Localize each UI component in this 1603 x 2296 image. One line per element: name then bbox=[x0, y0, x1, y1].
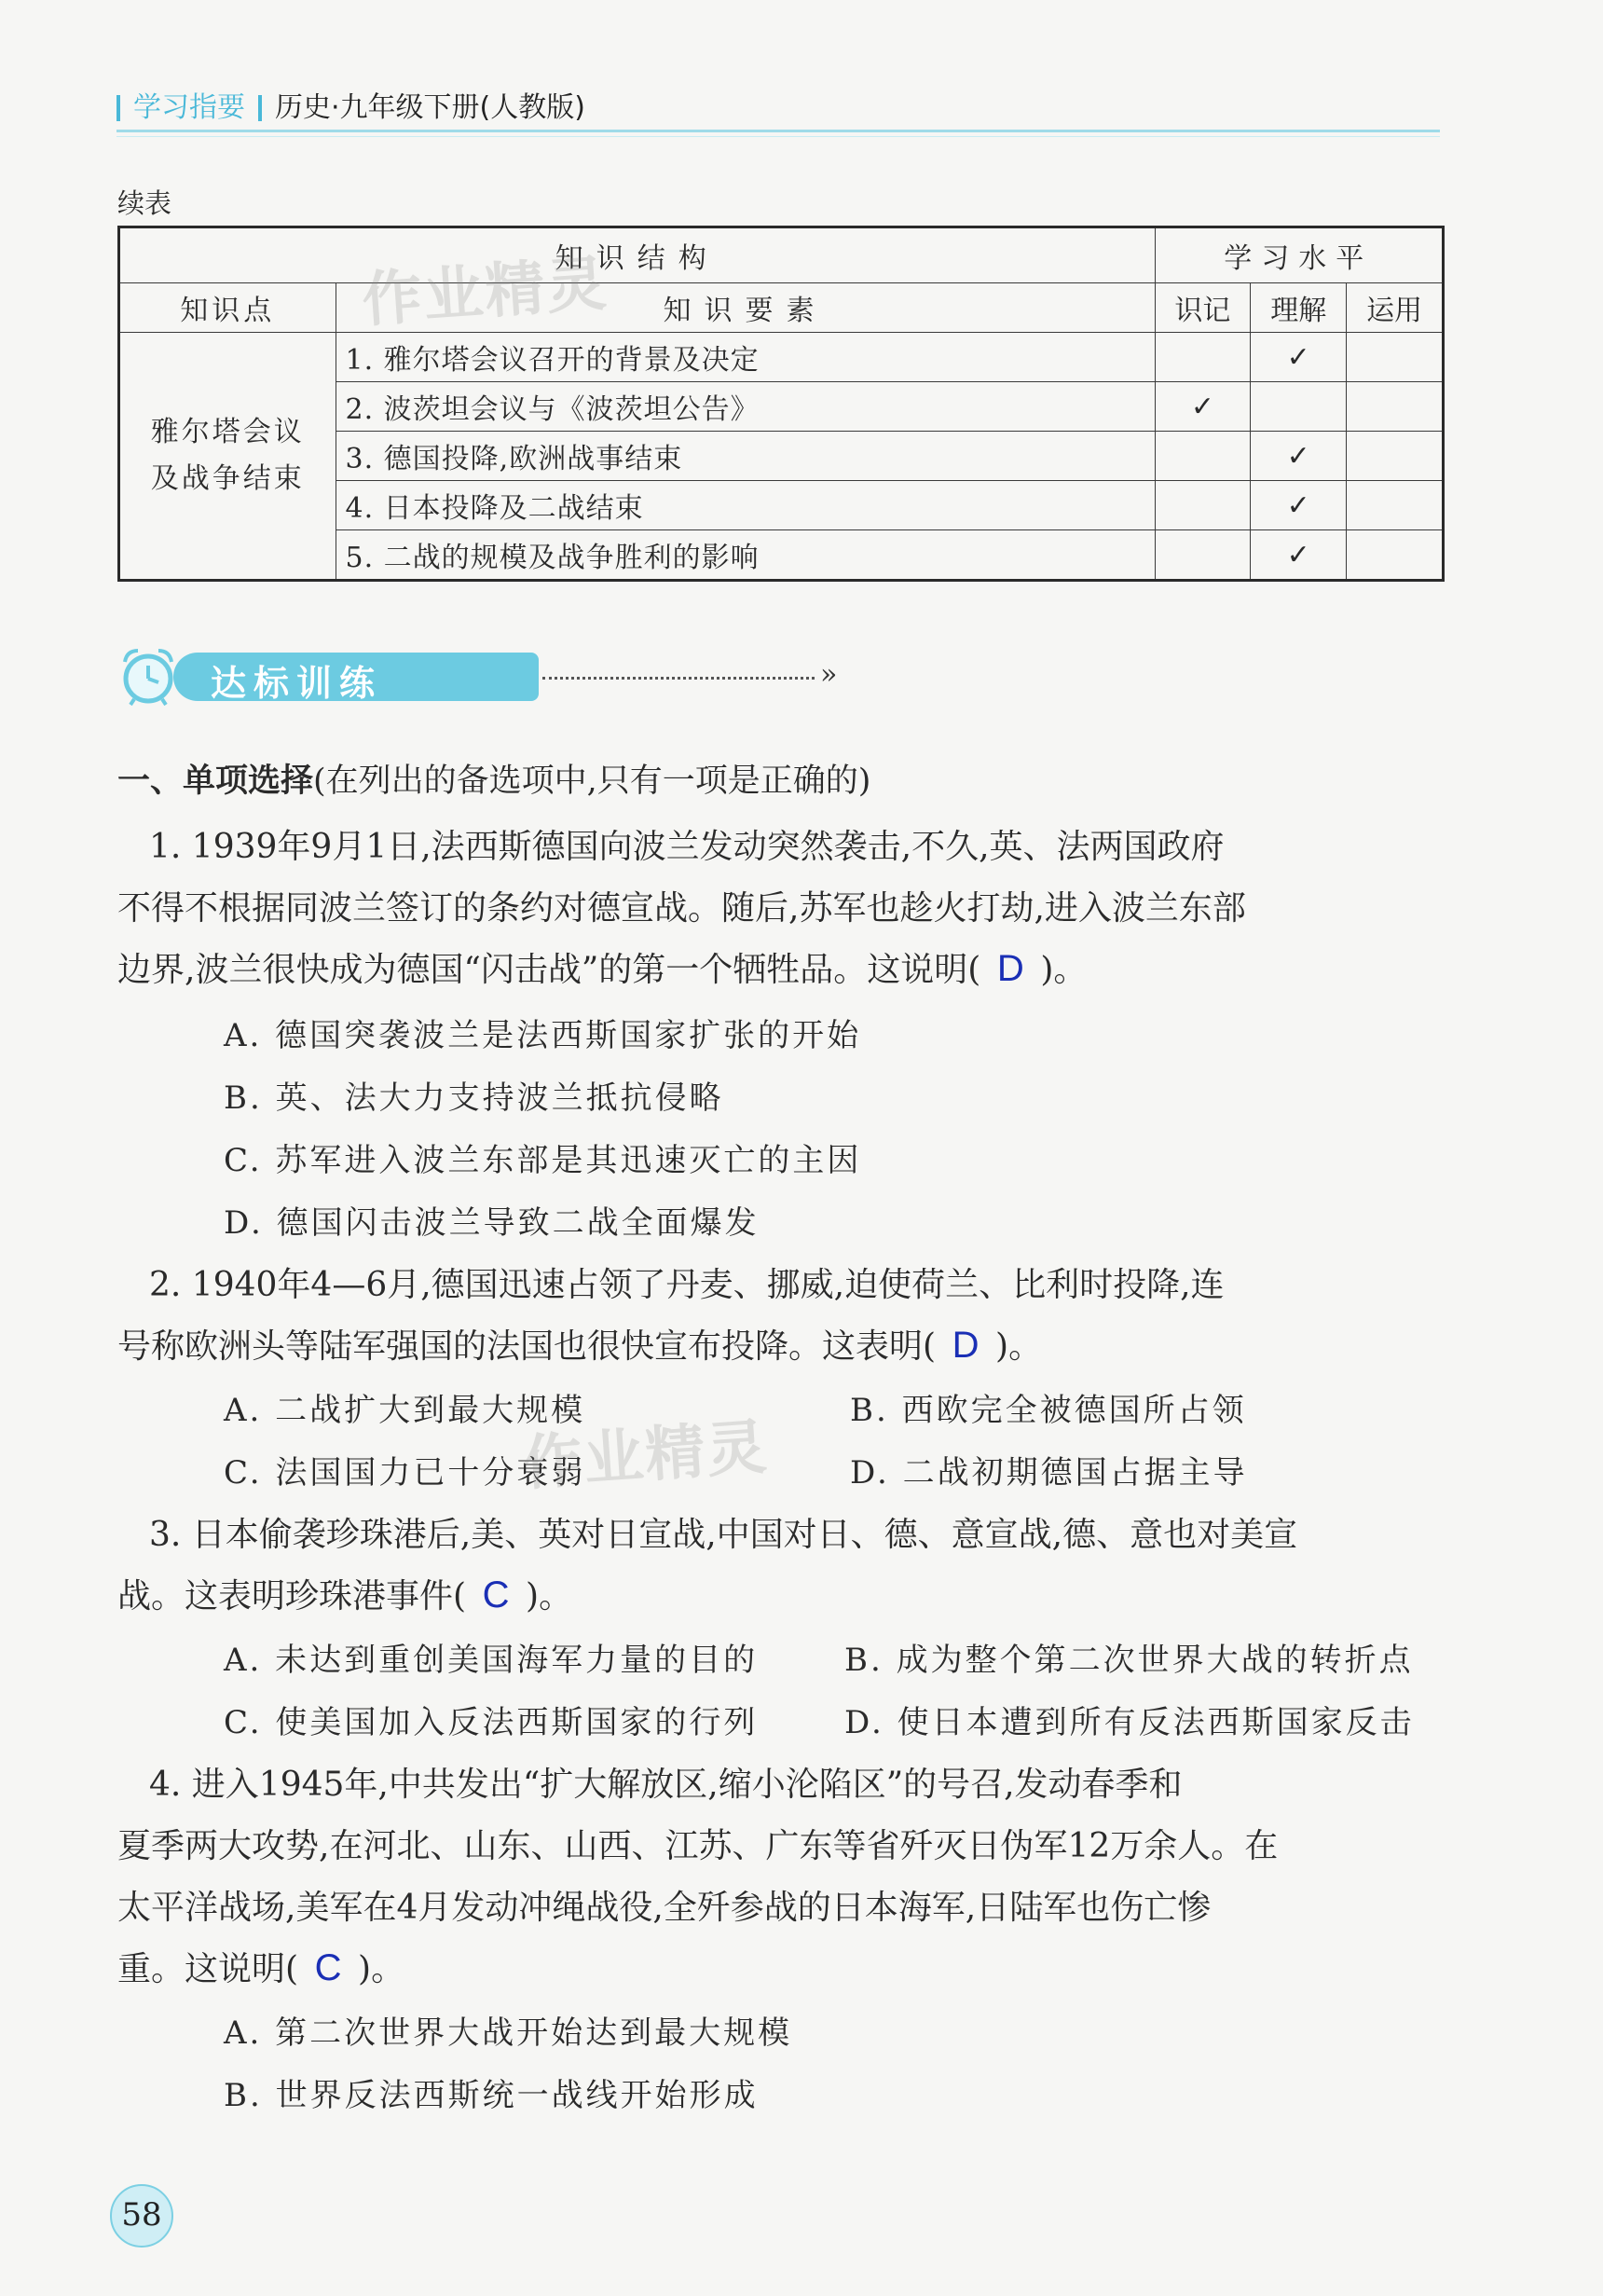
section-banner bbox=[117, 641, 838, 716]
question-line: 3. 日本偷袭珍珠港后,美、英对日宣战,中国对日、德、意宣战,德、意也对美宣 bbox=[149, 1516, 1298, 1554]
question-close: )。 bbox=[358, 1950, 405, 1988]
question-line bbox=[117, 1320, 1042, 1368]
header-level-apply: 运用 bbox=[1347, 283, 1444, 333]
continued-label: 续表 bbox=[117, 187, 172, 219]
question-text: 重。这说明( bbox=[117, 1950, 299, 1988]
check-mark: ✓ bbox=[1251, 530, 1347, 581]
question-line bbox=[117, 1943, 404, 1990]
element-item: 3. 德国投降,欧洲战事结束 bbox=[336, 432, 1155, 481]
check-mark bbox=[1155, 333, 1251, 382]
knowledge-table bbox=[117, 226, 1445, 582]
header-level-recall: 识记 bbox=[1155, 283, 1251, 333]
question-close: )。 bbox=[526, 1577, 573, 1615]
element-item: 2. 波茨坦会议与《波茨坦公告》 bbox=[336, 382, 1155, 432]
check-mark bbox=[1155, 530, 1251, 581]
option-d: D. 德国闪击波兰导致二战全面爆发 bbox=[224, 1204, 760, 1242]
answer-mark: D bbox=[952, 1325, 980, 1366]
page-number: 58 bbox=[110, 2184, 173, 2248]
question-line: 1. 1939年9月1日,法西斯德国向波兰发动突然袭击,不久,英、法两国政府 bbox=[149, 828, 1225, 866]
option-c: C. 使美国加入反法西斯国家的行列 bbox=[224, 1704, 759, 1741]
question-line bbox=[117, 943, 1087, 991]
section-note: (在列出的备选项中,只有一项是正确的) bbox=[313, 763, 871, 800]
question-line: 太平洋战场,美军在4月发动冲绳战役,全歼参战的日本海军,日陆军也伤亡惨 bbox=[117, 1889, 1212, 1927]
watermark: 作业精灵 bbox=[360, 249, 610, 337]
header-rule bbox=[116, 130, 1440, 132]
option-a: A. 德国突袭波兰是法西斯国家扩张的开始 bbox=[224, 1017, 862, 1054]
question-line: 4. 进入1945年,中共发出“扩大解放区,缩小沦陷区”的号召,发动春季和 bbox=[149, 1766, 1183, 1804]
check-mark bbox=[1251, 382, 1347, 432]
check-mark bbox=[1347, 382, 1444, 432]
running-header bbox=[116, 91, 1440, 131]
check-mark bbox=[1347, 333, 1444, 382]
header-divider bbox=[116, 95, 120, 121]
option-b: B. 成为整个第二次世界大战的转折点 bbox=[844, 1642, 1414, 1679]
check-mark: ✓ bbox=[1155, 382, 1251, 432]
header-knowledge-elements: 知识要素 bbox=[336, 283, 1155, 333]
question-line: 不得不根据同波兰签订的条约对德宣战。随后,苏军也趁火打劫,进入波兰东部 bbox=[117, 889, 1246, 928]
question-close: )。 bbox=[1040, 951, 1088, 989]
header-divider bbox=[258, 95, 262, 121]
check-mark: ✓ bbox=[1251, 432, 1347, 481]
option-a: A. 二战扩大到最大规模 bbox=[224, 1392, 586, 1429]
option-d: D. 二战初期德国占据主导 bbox=[850, 1454, 1248, 1492]
check-mark: ✓ bbox=[1251, 333, 1347, 382]
option-b: B. 英、法大力支持波兰抵抗侵略 bbox=[224, 1079, 724, 1117]
answer-mark: C bbox=[314, 1947, 342, 1988]
answer-mark: C bbox=[482, 1574, 510, 1615]
element-item: 5. 二战的规模及战争胜利的影响 bbox=[336, 530, 1155, 581]
option-c: C. 苏军进入波兰东部是其迅速灭亡的主因 bbox=[224, 1142, 862, 1179]
element-item: 4. 日本投降及二战结束 bbox=[336, 481, 1155, 530]
header-title: 历史·九年级下册(人教版) bbox=[275, 91, 585, 124]
question-line: 夏季两大攻势,在河北、山东、山西、江苏、广东等省歼灭日伪军12万余人。在 bbox=[117, 1827, 1279, 1865]
topic-cell bbox=[119, 333, 336, 581]
option-b: B. 世界反法西斯统一战线开始形成 bbox=[224, 2077, 759, 2114]
header-knowledge-structure: 知识结构 bbox=[119, 227, 1156, 283]
check-mark: ✓ bbox=[1251, 481, 1347, 530]
topic-line: 及战争结束 bbox=[150, 462, 305, 495]
alarm-clock-icon bbox=[117, 645, 179, 707]
question-text: 号称欧洲头等陆军强国的法国也很快宣布投降。这表明( bbox=[117, 1327, 937, 1366]
section-heading bbox=[117, 755, 870, 802]
option-a: A. 未达到重创美国海军力量的目的 bbox=[224, 1642, 759, 1679]
check-mark bbox=[1155, 481, 1251, 530]
header-rule bbox=[116, 136, 1440, 137]
topic-line: 雅尔塔会议 bbox=[150, 416, 305, 448]
check-mark bbox=[1155, 432, 1251, 481]
banner-dotted-line bbox=[542, 677, 815, 680]
option-b: B. 西欧完全被德国所占领 bbox=[850, 1392, 1247, 1429]
section-title: 一、单项选择 bbox=[117, 763, 314, 800]
table-row bbox=[119, 333, 1444, 382]
header-learning-level: 学习水平 bbox=[1155, 227, 1443, 283]
header-knowledge-point: 知识点 bbox=[119, 283, 336, 333]
question-line bbox=[117, 1570, 572, 1617]
option-d: D. 使日本遭到所有反法西斯国家反击 bbox=[844, 1704, 1415, 1741]
banner-arrow: » bbox=[820, 658, 838, 691]
option-a: A. 第二次世界大战开始达到最大规模 bbox=[224, 2014, 793, 2052]
check-mark bbox=[1347, 432, 1444, 481]
question-text: 边界,波兰很快成为德国“闪击战”的第一个牺牲品。这说明( bbox=[117, 951, 981, 989]
question-close: )。 bbox=[995, 1327, 1043, 1366]
check-mark bbox=[1347, 530, 1444, 581]
check-mark bbox=[1347, 481, 1444, 530]
option-c: C. 法国国力已十分衰弱 bbox=[224, 1454, 586, 1492]
watermark: 作业精灵 bbox=[520, 1412, 771, 1500]
header-level-understand: 理解 bbox=[1251, 283, 1347, 333]
element-item: 1. 雅尔塔会议召开的背景及决定 bbox=[336, 333, 1155, 382]
question-line: 2. 1940年4—6月,德国迅速占领了丹麦、挪威,迫使荷兰、比利时投降,连 bbox=[149, 1266, 1225, 1304]
answer-mark: D bbox=[996, 948, 1024, 989]
banner-title: 达标训练 bbox=[211, 663, 383, 704]
question-text: 战。这表明珍珠港事件( bbox=[117, 1577, 467, 1615]
header-brand: 学习指要 bbox=[133, 91, 245, 124]
